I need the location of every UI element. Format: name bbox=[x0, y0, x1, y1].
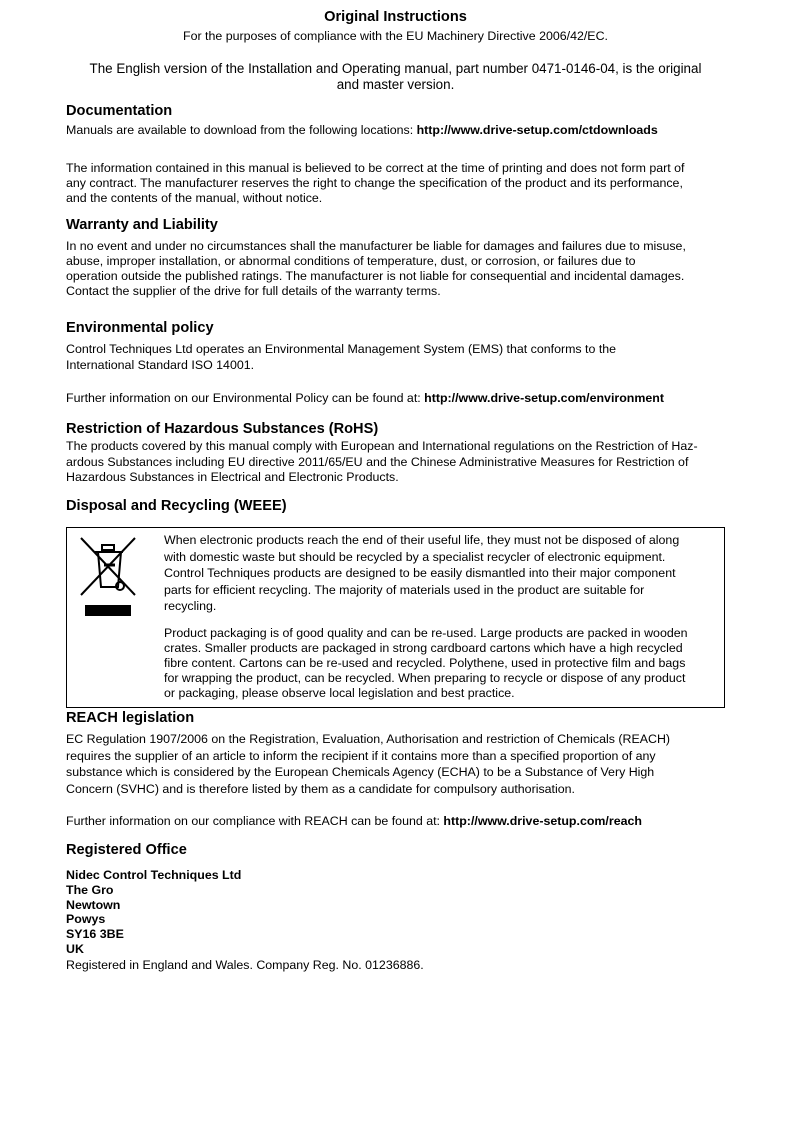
text-line: recycling. bbox=[164, 599, 217, 613]
weee-paragraph-2 bbox=[164, 626, 724, 701]
text-line: and the contents of the manual, without notice. bbox=[66, 191, 323, 205]
text-line: substance which is considered by the European Chemicals Agency (ECHA) to be a Substance of Very High bbox=[66, 765, 655, 780]
text-line: parts for efficient recycling. The majority of materials used in the product are suitable for bbox=[164, 582, 645, 597]
text-line: operation outside the published ratings. The manufacturer is not liable for consequential and incidental damages. bbox=[66, 269, 685, 283]
disclaimer bbox=[66, 161, 726, 206]
environment-text bbox=[66, 341, 726, 373]
text-line: for wrapping the product, can be recycled. When preparing to recycle or dispose of any product bbox=[164, 671, 686, 685]
documentation-text bbox=[66, 123, 726, 138]
text-line: When electronic products reach the end of their useful life, they must not be disposed of along bbox=[164, 533, 680, 547]
heading-registered-office: Registered Office bbox=[66, 842, 187, 858]
text-line: Contact the supplier of the drive for full details of the warranty terms. bbox=[66, 284, 441, 298]
address-line: UK bbox=[66, 941, 84, 956]
text-line: The information contained in this manual is believed to be correct at the time of printing and does not form part of bbox=[66, 161, 685, 175]
text-line: The products covered by this manual comply with European and International regulations on the Restriction of Haz- bbox=[66, 439, 698, 453]
environment-further bbox=[66, 391, 726, 406]
text-line: with domestic waste but should be recycled by a specialist recycler of electronic equipment. bbox=[164, 549, 666, 564]
heading-environmental: Environmental policy bbox=[66, 320, 214, 336]
address-line: The Gro bbox=[66, 882, 114, 897]
text-line: abuse, improper installation, or abnormal conditions of temperature, dust, or corrosion, or failures due to bbox=[66, 254, 636, 268]
master-version-statement bbox=[0, 61, 791, 93]
office-address bbox=[66, 868, 726, 957]
text-line: The English version of the Installation and Operating manual, part number 0471-0146-04, is the original bbox=[89, 61, 702, 76]
page-title: Original Instructions bbox=[324, 9, 467, 25]
reach-text bbox=[66, 731, 726, 798]
environment-link[interactable]: http://www.drive-setup.com/environment bbox=[424, 391, 664, 405]
text-line: Product packaging is of good quality and can be re-used. Large products are packed in wooden bbox=[164, 626, 688, 640]
company-registration bbox=[66, 958, 726, 973]
text-line: requires the supplier of an article to inform the recipient if it contains more than a specified proportion of any bbox=[66, 748, 656, 763]
text-line: Control Techniques products are designed to be easily dismantled into their major component bbox=[164, 566, 676, 580]
text-line: ardous Substances including EU directive 2011/65/EU and the Chinese Administrative Measures for Restriction of bbox=[66, 454, 689, 469]
rohs-text bbox=[66, 439, 726, 486]
text-line: any contract. The manufacturer reserves the right to change the specification of the product and its performance, bbox=[66, 176, 683, 190]
header bbox=[0, 9, 791, 44]
heading-reach: REACH legislation bbox=[66, 710, 195, 726]
text-line: In no event and under no circumstances shall the manufacturer be liable for damages and failures due to misuse, bbox=[66, 239, 686, 253]
reach-link[interactable]: http://www.drive-setup.com/reach bbox=[443, 814, 642, 828]
text-line: or packaging, please observe local legislation and best practice. bbox=[164, 686, 515, 700]
address-line: SY16 3BE bbox=[66, 927, 124, 942]
text-line: International Standard ISO 14001. bbox=[66, 358, 255, 372]
warranty-text bbox=[66, 239, 726, 299]
crossed-out-wheelie-bin-icon bbox=[78, 535, 138, 620]
weee-paragraph-1 bbox=[164, 532, 724, 615]
downloads-link[interactable]: http://www.drive-setup.com/ctdownloads bbox=[416, 123, 658, 137]
text-line: and master version. bbox=[336, 77, 455, 92]
text-line: Concern (SVHC) and is therefore listed by them as a candidate for compulsory authorisation. bbox=[66, 782, 575, 797]
text: Further information on our Environmental Policy can be found at: bbox=[66, 391, 425, 405]
text-line: fibre content. Cartons can be re-used and recycled. Polythene, used in protective film and bags bbox=[164, 656, 686, 670]
text-line: Control Techniques Ltd operates an Environmental Management System (EMS) that conforms to the bbox=[66, 342, 617, 356]
address-line: Powys bbox=[66, 912, 106, 927]
text-line: Hazardous Substances in Electrical and Electronic Products. bbox=[66, 470, 399, 484]
text: Manuals are available to download from the following locations: bbox=[66, 123, 417, 137]
reach-further bbox=[66, 814, 726, 829]
address-line: Nidec Control Techniques Ltd bbox=[66, 868, 242, 882]
text-line: EC Regulation 1907/2006 on the Registration, Evaluation, Authorisation and restriction of Chemicals (REACH) bbox=[66, 732, 671, 746]
address-line: Newtown bbox=[66, 897, 121, 912]
heading-weee: Disposal and Recycling (WEEE) bbox=[66, 498, 287, 514]
text-line: crates. Smaller products are packaged in strong cardboard cartons which have a high recycled bbox=[164, 641, 683, 655]
subtitle: For the purposes of compliance with the EU Machinery Directive 2006/42/EC. bbox=[183, 29, 608, 43]
text: Further information on our compliance with REACH can be found at: bbox=[66, 814, 444, 828]
heading-warranty: Warranty and Liability bbox=[66, 217, 218, 233]
text-line: Registered in England and Wales. Company Reg. No. 01236886. bbox=[66, 958, 424, 972]
heading-documentation: Documentation bbox=[66, 103, 173, 119]
heading-rohs: Restriction of Hazardous Substances (RoHS) bbox=[66, 421, 379, 437]
